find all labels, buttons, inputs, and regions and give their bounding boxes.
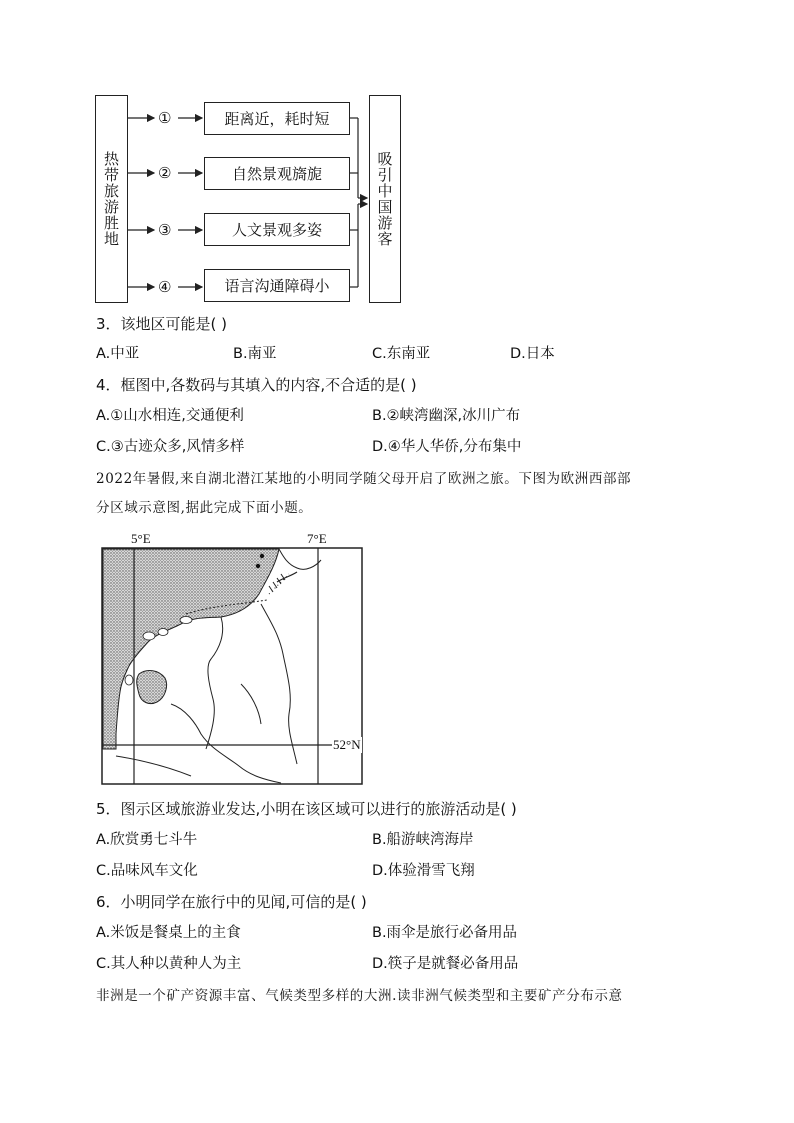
q3-stem: 3．该地区可能是( ) bbox=[96, 315, 228, 333]
q5-option-a: A.欣赏勇七斗牛 bbox=[96, 832, 198, 848]
intro-paragraph-line-1: 2022年暑假,来自湖北潜江某地的小明同学随父母开启了欧洲之旅。下图为欧洲西部部 bbox=[96, 471, 632, 487]
q6-stem: 6．小明同学在旅行中的见闻,可信的是( ) bbox=[96, 893, 367, 911]
q3-option-b: B.南亚 bbox=[233, 346, 277, 362]
longitude-label-5e: 5°E bbox=[131, 531, 151, 546]
island bbox=[125, 675, 133, 685]
q6-option-a: A.米饭是餐桌上的主食 bbox=[96, 925, 241, 941]
marker-3: ③ bbox=[158, 221, 172, 239]
marker-4: ④ bbox=[158, 278, 172, 296]
q5-option-c: C.品味风车文化 bbox=[96, 863, 198, 879]
q4-option-a: A.①山水相连,交通便利 bbox=[96, 408, 244, 424]
island bbox=[180, 617, 192, 624]
q3-option-d: D.日本 bbox=[510, 346, 555, 362]
map-figure bbox=[101, 534, 363, 786]
left-box bbox=[95, 95, 128, 303]
island bbox=[143, 632, 155, 640]
right-box bbox=[369, 95, 401, 303]
intro-paragraph-line-2: 分区域示意图,据此完成下面小题。 bbox=[96, 500, 313, 516]
inland-lake bbox=[137, 671, 167, 704]
africa-intro-line-1: 非洲是一个矿产资源丰富、气候类型多样的大洲.读非洲气候类型和主要矿产分布示意 bbox=[96, 988, 623, 1004]
row-box-3-text: 人文景观多姿 bbox=[231, 221, 322, 239]
island-dot bbox=[260, 554, 264, 558]
longitude-label-7e: 7°E bbox=[307, 531, 327, 546]
island-dot bbox=[256, 564, 260, 568]
latitude-label-52n: 52°N bbox=[333, 737, 361, 752]
q6-option-b: B.雨伞是旅行必备用品 bbox=[372, 925, 518, 941]
marker-2: ② bbox=[158, 164, 172, 182]
row-box-1-text: 距离近，耗时短 bbox=[224, 110, 330, 128]
q5-stem: 5．图示区域旅游业发达,小明在该区域可以进行的旅游活动是( ) bbox=[96, 800, 517, 818]
q5-option-d: D.体验滑雪飞翔 bbox=[372, 863, 475, 879]
western-europe-map bbox=[101, 531, 363, 786]
q4-option-d: D.④华人华侨,分布集中 bbox=[372, 439, 522, 455]
row-box-4 bbox=[204, 269, 350, 302]
q4-option-c: C.③古迹众多,风情多样 bbox=[96, 439, 245, 455]
row-box-3 bbox=[204, 213, 350, 246]
row-box-4-text: 语言沟通障碍小 bbox=[224, 277, 330, 295]
q5-option-b: B.船游峡湾海岸 bbox=[372, 832, 474, 848]
tourism-flow-diagram bbox=[94, 94, 404, 306]
q4-stem: 4．框图中,各数码与其填入的内容,不合适的是( ) bbox=[96, 376, 417, 394]
q6-option-d: D.筷子是就餐必备用品 bbox=[372, 956, 519, 972]
row-box-2 bbox=[204, 157, 350, 190]
row-box-2-text: 自然景观旖旎 bbox=[231, 165, 322, 183]
island bbox=[158, 629, 168, 636]
q4-option-b: B.②峡湾幽深,冰川广布 bbox=[372, 408, 521, 424]
right-box-label: 吸引中国游客 bbox=[375, 151, 394, 247]
marker-1: ① bbox=[158, 109, 172, 127]
q3-option-c: C.东南亚 bbox=[372, 346, 431, 362]
q6-option-c: C.其人种以黄种人为主 bbox=[96, 956, 242, 972]
left-box-label: 热带旅游胜地 bbox=[102, 151, 120, 247]
q3-option-a: A.中亚 bbox=[96, 346, 140, 362]
row-box-1 bbox=[204, 102, 350, 135]
